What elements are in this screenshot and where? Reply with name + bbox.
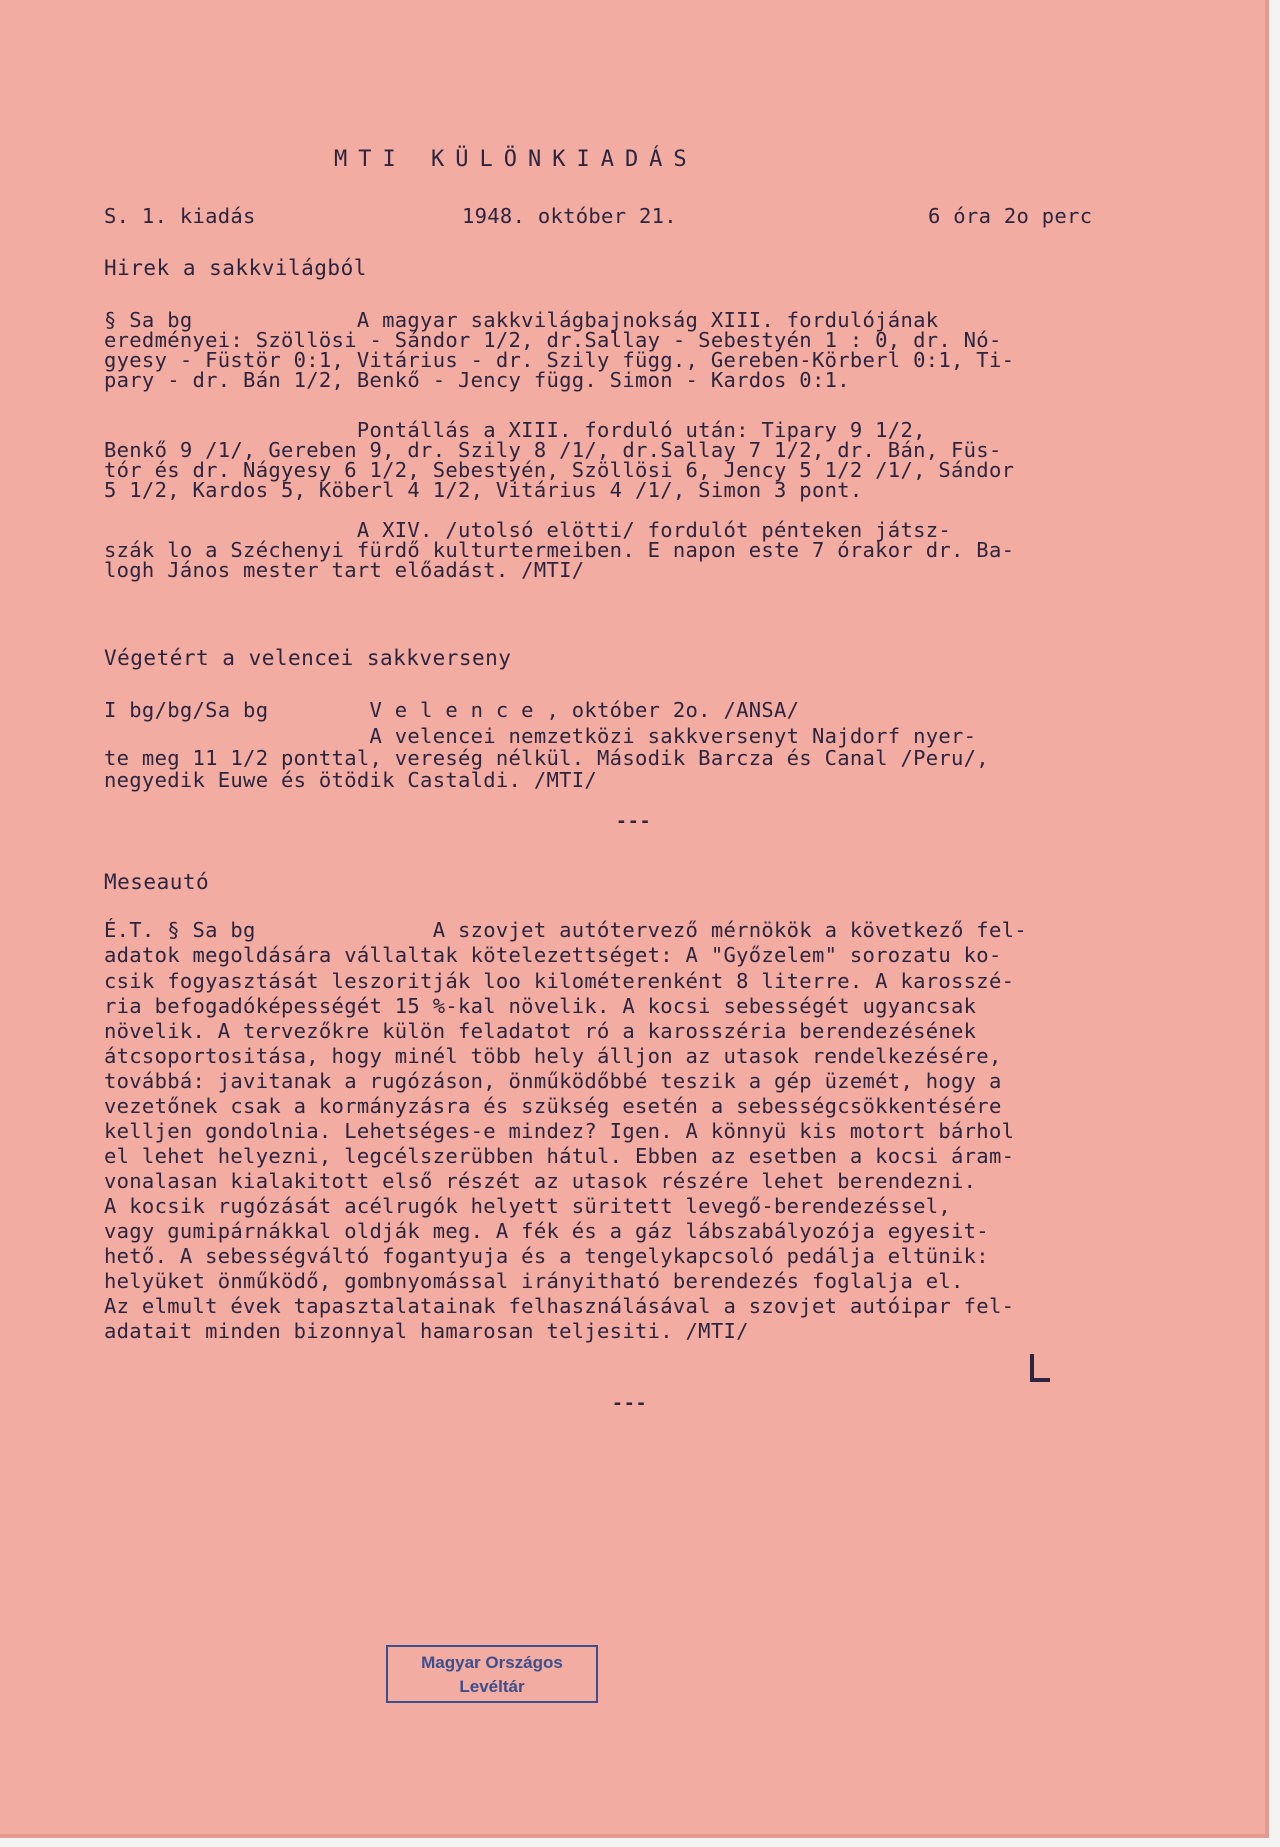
- article-3-line: vezetőnek csak a kormányzásra és szükség esetén a sebességcsökkentésére: [104, 1094, 1002, 1118]
- article-3-line: Az elmult évek tapasztalatainak felhasználásával a szovjet autóipar fel-: [104, 1294, 1015, 1318]
- article-3-line: vonalasan kialakitott első részét az utasok részére lehet berendezni.: [104, 1169, 977, 1193]
- article-3-line: átcsoportositása, hogy minél több hely álljon az utasok rendelkezésére,: [104, 1044, 1002, 1068]
- article-3-line: vagy gumipárnákkal oldják meg. A fék és a gáz lábszabályozója egyesit-: [104, 1219, 989, 1243]
- article-1-line: pary - dr. Bán 1/2, Benkő - Jency függ. Simon - Kardos 0:1.: [104, 368, 850, 392]
- article-2-line: I bg/bg/Sa bg V e l e n c e , október 2o. /ANSA/: [104, 698, 800, 722]
- article-3-line: A kocsik rugózását acélrugók helyett süritett levegő-berendezéssel,: [104, 1194, 952, 1218]
- article-3-line: hető. A sebességváltó fogantyuja és a tengelykapcsoló pedálja eltünik:: [104, 1244, 989, 1268]
- article-1-line: logh János mester tart előadást. /MTI/: [104, 558, 585, 582]
- archive-stamp: [386, 1645, 598, 1703]
- article-3-line: csik fogyasztását leszoritják loo kilométerenként 8 literre. A karosszé-: [104, 969, 1015, 993]
- stamp-line-2: Levéltár: [459, 1677, 525, 1696]
- article-3-line: helyüket önműködő, gombnyomással irányitható berendezés foglalja el.: [104, 1269, 964, 1293]
- article-1-line: gyesy - Füstör 0:1, Vitárius - dr. Szily függ., Gereben-Körberl 0:1, Ti-: [104, 348, 1015, 372]
- article-2-heading: Végetért a velencei sakkverseny: [104, 646, 512, 670]
- edition-label: S. 1. kiadás: [104, 204, 256, 228]
- date-label: 1948. október 21.: [462, 204, 677, 228]
- article-1-line: Benkő 9 /1/, Gereben 9, dr. Szily 8 /1/, dr.Sallay 7 1/2, dr. Bán, Füs-: [104, 438, 1002, 462]
- article-2-line: negyedik Euwe és ötödik Castaldi. /MTI/: [104, 768, 598, 792]
- article-1-line: 5 1/2, Kardos 5, Köberl 4 1/2, Vitárius 4 /1/, Simon 3 pont.: [104, 478, 863, 502]
- article-2-line: te meg 11 1/2 ponttal, vereség nélkül. Második Barcza és Canal /Peru/,: [104, 746, 989, 770]
- article-3-line: ria befogadóképességét 15 %-kal növelik. A kocsi sebességét ugyancsak: [104, 994, 977, 1018]
- article-3-line: adatait minden bizonnyal hamarosan teljesiti. /MTI/: [104, 1319, 749, 1343]
- article-1-line: Pontállás a XIII. forduló után: Tipary 9 1/2,: [104, 418, 926, 442]
- article-3-heading: Meseautó: [104, 870, 210, 894]
- article-1-line: tór és dr. Nágyesy 6 1/2, Sebestyén, Szöllösi 6, Jency 5 1/2 /1/, Sándor: [104, 458, 1015, 482]
- article-3-separator: ---: [612, 1393, 648, 1414]
- article-3-line: adatok megoldására vállaltak kötelezettséget: A "Győzelem" sorozatu ko-: [104, 943, 1002, 967]
- article-1-line: § Sa bg A magyar sakkvilágbajnokság XIII. fordulójának: [104, 308, 939, 332]
- article-3-line: kelljen gondolnia. Lehetséges-e mindez? Igen. A könnyü kis motort bárhol: [104, 1119, 1015, 1143]
- article-2-line: A velencei nemzetközi sakkversenyt Najdorf nyer-: [104, 724, 977, 748]
- stamp-line-1: Magyar Országos: [421, 1653, 563, 1672]
- article-3-line: továbbá: javitanak a rugózáson, önműködőbbé teszik a gép üzemét, hogy a: [104, 1069, 1002, 1093]
- document-title: MTI KÜLÖNKIADÁS: [334, 147, 698, 172]
- article-3-line: el lehet helyezni, legcélszerübben hátul. Ebben az esetben a kocsi áram-: [104, 1144, 1015, 1168]
- article-1-line: szák lo a Széchenyi fürdő kulturtermeiben. E napon este 7 órakor dr. Ba-: [104, 538, 1015, 562]
- article-2-separator: ---: [616, 811, 652, 832]
- time-label: 6 óra 2o perc: [928, 204, 1093, 228]
- article-1-line: A XIV. /utolsó elötti/ fordulót pénteken játsz-: [104, 518, 952, 542]
- article-1-line: eredményei: Szöllösi - Sándor 1/2, dr.Sallay - Sebestyén 1 : 0, dr. Nó-: [104, 328, 1002, 352]
- end-mark: [1030, 1354, 1034, 1382]
- article-3-line: növelik. A tervezőkre külön feladatot ró a karosszéria berendezésének: [104, 1019, 977, 1043]
- article-1-heading: Hirek a sakkvilágból: [104, 256, 367, 280]
- article-3-line: É.T. § Sa bg A szovjet autótervező mérnökök a következő fel-: [104, 918, 1027, 942]
